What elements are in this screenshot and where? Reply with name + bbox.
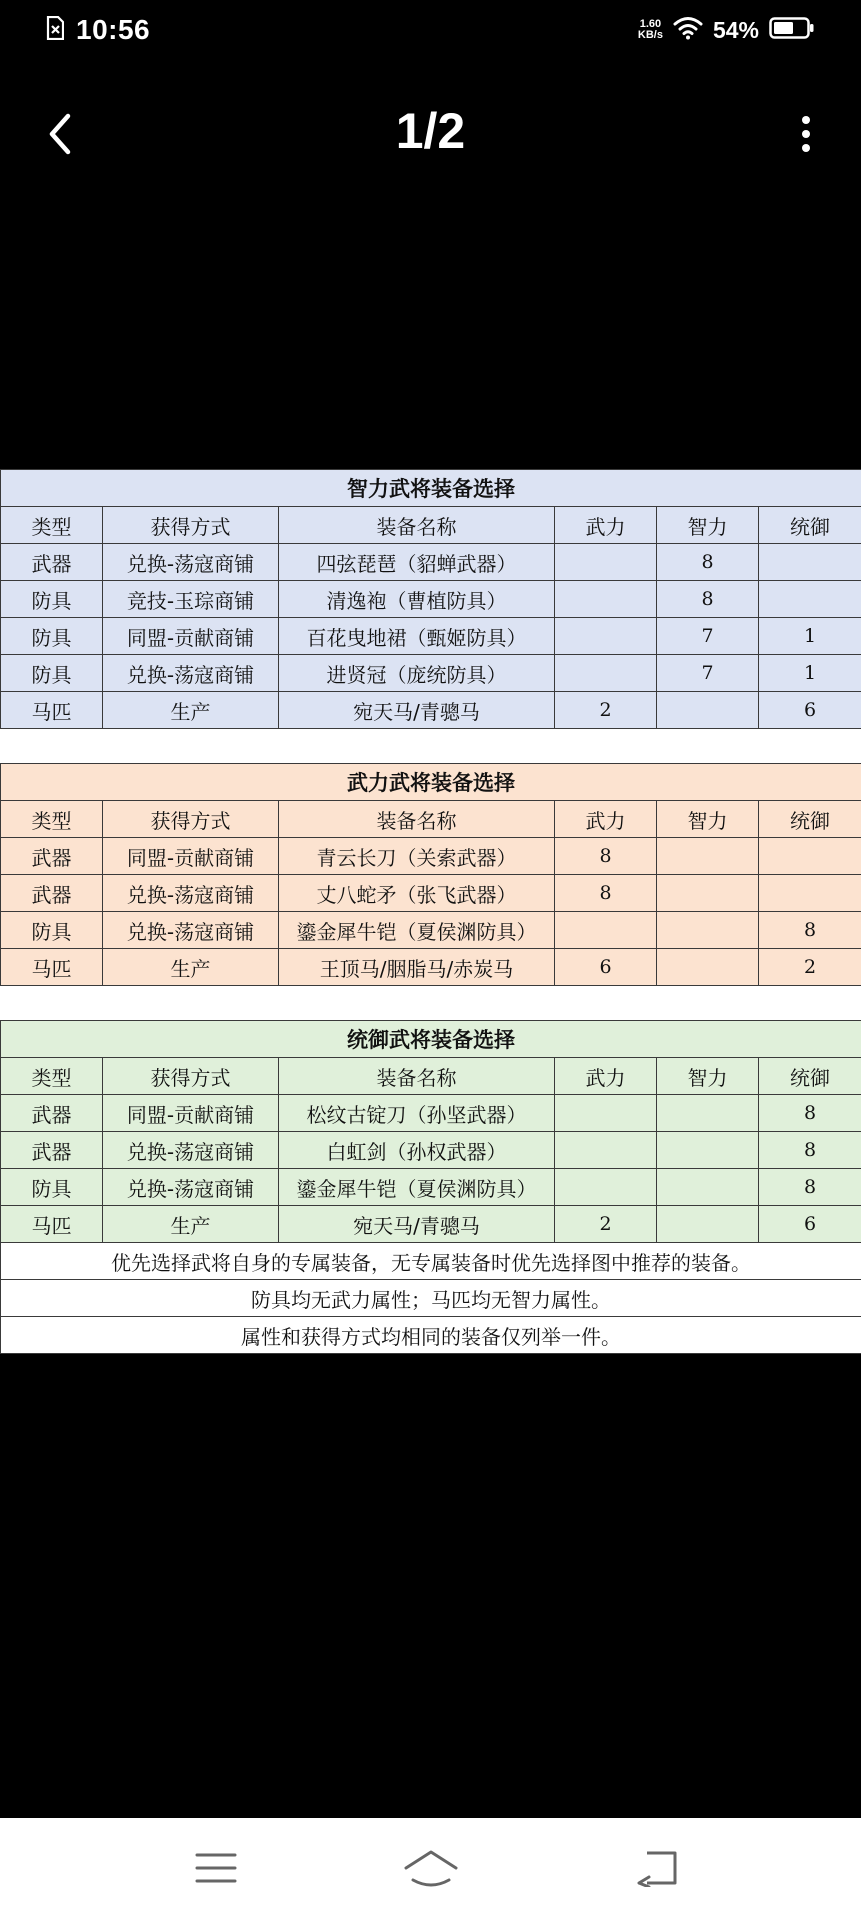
table-cell [555, 1132, 657, 1169]
column-header: 类型 [1, 801, 103, 838]
clock: 10:56 [76, 14, 151, 45]
wifi-icon [673, 16, 703, 44]
table-cell [657, 692, 759, 729]
table-cell: 7 [657, 618, 759, 655]
return-icon [635, 1849, 679, 1887]
column-header: 获得方式 [103, 801, 279, 838]
section-title: 武力武将装备选择 [1, 764, 861, 801]
table-cell: 同盟-贡献商铺 [103, 618, 279, 655]
table-cell [759, 581, 861, 618]
table-cell: 防具 [1, 912, 103, 949]
table-cell: 鎏金犀牛铠（夏侯渊防具） [279, 1169, 555, 1206]
section-title: 智力武将装备选择 [1, 470, 861, 507]
table-cell: 青云长刀（关索武器） [279, 838, 555, 875]
table-cell [555, 618, 657, 655]
table-row [1, 618, 861, 655]
table-cell: 武器 [1, 875, 103, 912]
table-cell [759, 875, 861, 912]
table-cell: 武器 [1, 838, 103, 875]
back-nav-button[interactable] [617, 1838, 697, 1898]
table-cell: 兑换-荡寇商铺 [103, 1169, 279, 1206]
table-cell [657, 1169, 759, 1206]
table-cell: 8 [657, 544, 759, 581]
table-cell: 6 [759, 1206, 861, 1243]
header-row [1, 507, 861, 544]
column-header: 获得方式 [103, 1058, 279, 1095]
column-header: 统御 [759, 801, 861, 838]
table-cell [657, 875, 759, 912]
table-row [1, 1095, 861, 1132]
status-bar [0, 0, 861, 64]
network-speed: 1.60 KB/s [637, 18, 663, 41]
table-cell: 防具 [1, 1169, 103, 1206]
home-button[interactable] [391, 1838, 471, 1898]
header-row [1, 1058, 861, 1095]
column-header: 武力 [555, 507, 657, 544]
table-row [1, 581, 861, 618]
table-cell [657, 1095, 759, 1132]
note-text: 防具均无武力属性；马匹均无智力属性。 [1, 1280, 861, 1317]
table-cell: 马匹 [1, 692, 103, 729]
table-cell: 兑换-荡寇商铺 [103, 544, 279, 581]
table-cell: 8 [657, 581, 759, 618]
table-cell: 6 [555, 949, 657, 986]
recent-apps-button[interactable] [176, 1838, 256, 1898]
equipment-table-image[interactable] [0, 469, 861, 1354]
table-cell: 2 [555, 692, 657, 729]
table-row [1, 1132, 861, 1169]
table-row [1, 912, 861, 949]
table-cell: 兑换-荡寇商铺 [103, 1132, 279, 1169]
table-cell: 同盟-贡献商铺 [103, 838, 279, 875]
table-cell: 宛天马/青骢马 [279, 1206, 555, 1243]
table-cell: 武器 [1, 544, 103, 581]
table-cell [759, 838, 861, 875]
table-cell: 8 [555, 875, 657, 912]
table-cell: 8 [759, 912, 861, 949]
table-cell: 武器 [1, 1095, 103, 1132]
column-header: 武力 [555, 801, 657, 838]
note-row [1, 1243, 861, 1280]
table-cell: 白虹剑（孙权武器） [279, 1132, 555, 1169]
header-row [1, 801, 861, 838]
table-cell: 防具 [1, 618, 103, 655]
section-spacer [1, 986, 861, 1021]
menu-icon [194, 1851, 238, 1885]
table-cell: 马匹 [1, 949, 103, 986]
more-options-button[interactable] [781, 104, 831, 164]
table-row [1, 544, 861, 581]
column-header: 装备名称 [279, 507, 555, 544]
table-cell: 松纹古锭刀（孙坚武器） [279, 1095, 555, 1132]
column-header: 装备名称 [279, 801, 555, 838]
column-header: 统御 [759, 507, 861, 544]
table-cell: 1 [759, 618, 861, 655]
table-cell [657, 838, 759, 875]
table-cell: 8 [759, 1095, 861, 1132]
table-cell: 竞技-玉琮商铺 [103, 581, 279, 618]
section-title-row [1, 1021, 861, 1058]
sim-missing-icon [46, 16, 64, 44]
section-spacer [1, 729, 861, 764]
table-cell: 清逸袍（曹植防具） [279, 581, 555, 618]
table-cell: 2 [555, 1206, 657, 1243]
more-vertical-icon [800, 114, 812, 154]
table-row [1, 692, 861, 729]
table-cell: 丈八蛇矛（张飞武器） [279, 875, 555, 912]
table-row [1, 655, 861, 692]
table-cell: 四弦琵琶（貂蝉武器） [279, 544, 555, 581]
column-header: 智力 [657, 801, 759, 838]
note-row [1, 1280, 861, 1317]
table-cell [555, 655, 657, 692]
column-header: 武力 [555, 1058, 657, 1095]
battery-percent: 54% [712, 16, 759, 43]
table-cell: 1 [759, 655, 861, 692]
column-header: 类型 [1, 1058, 103, 1095]
section-title-row [1, 470, 861, 507]
table-cell: 6 [759, 692, 861, 729]
column-header: 统御 [759, 1058, 861, 1095]
table-cell [759, 544, 861, 581]
table-cell: 兑换-荡寇商铺 [103, 875, 279, 912]
table-cell: 王顶马/胭脂马/赤炭马 [279, 949, 555, 986]
table-row [1, 875, 861, 912]
equipment-table [0, 469, 861, 1354]
table-cell: 生产 [103, 949, 279, 986]
equipment-table-body [1, 470, 861, 1354]
table-row [1, 1206, 861, 1243]
table-cell: 鎏金犀牛铠（夏侯渊防具） [279, 912, 555, 949]
column-header: 类型 [1, 507, 103, 544]
table-cell [555, 1169, 657, 1206]
table-cell: 宛天马/青骢马 [279, 692, 555, 729]
note-row [1, 1317, 861, 1354]
battery-icon [769, 16, 815, 44]
table-cell [555, 544, 657, 581]
table-row [1, 949, 861, 986]
table-cell [657, 949, 759, 986]
table-row [1, 838, 861, 875]
section-title: 统御武将装备选择 [1, 1021, 861, 1058]
table-cell: 8 [759, 1132, 861, 1169]
viewer-toolbar [0, 96, 861, 176]
column-header: 获得方式 [103, 507, 279, 544]
table-cell: 2 [759, 949, 861, 986]
column-header: 装备名称 [279, 1058, 555, 1095]
table-cell: 兑换-荡寇商铺 [103, 655, 279, 692]
column-header: 智力 [657, 1058, 759, 1095]
table-cell [657, 1206, 759, 1243]
table-cell [555, 581, 657, 618]
table-cell [555, 912, 657, 949]
table-cell: 马匹 [1, 1206, 103, 1243]
table-cell: 兑换-荡寇商铺 [103, 912, 279, 949]
note-text: 优先选择武将自身的专属装备，无专属装备时优先选择图中推荐的装备。 [1, 1243, 861, 1280]
table-cell: 8 [759, 1169, 861, 1206]
table-cell: 进贤冠（庞统防具） [279, 655, 555, 692]
table-cell: 武器 [1, 1132, 103, 1169]
column-header: 智力 [657, 507, 759, 544]
table-cell [657, 912, 759, 949]
table-cell: 防具 [1, 655, 103, 692]
table-cell: 生产 [103, 692, 279, 729]
note-text: 属性和获得方式均相同的装备仅列举一件。 [1, 1317, 861, 1354]
table-cell [555, 1095, 657, 1132]
table-row [1, 1169, 861, 1206]
table-cell: 8 [555, 838, 657, 875]
table-cell: 7 [657, 655, 759, 692]
table-cell: 生产 [103, 1206, 279, 1243]
table-cell: 防具 [1, 581, 103, 618]
section-title-row [1, 764, 861, 801]
home-icon [403, 1848, 459, 1888]
navigation-bar [0, 1818, 861, 1920]
page-counter: 1/2 [395, 103, 466, 159]
table-cell [657, 1132, 759, 1169]
table-cell: 百花曳地裙（甄姬防具） [279, 618, 555, 655]
table-cell: 同盟-贡献商铺 [103, 1095, 279, 1132]
